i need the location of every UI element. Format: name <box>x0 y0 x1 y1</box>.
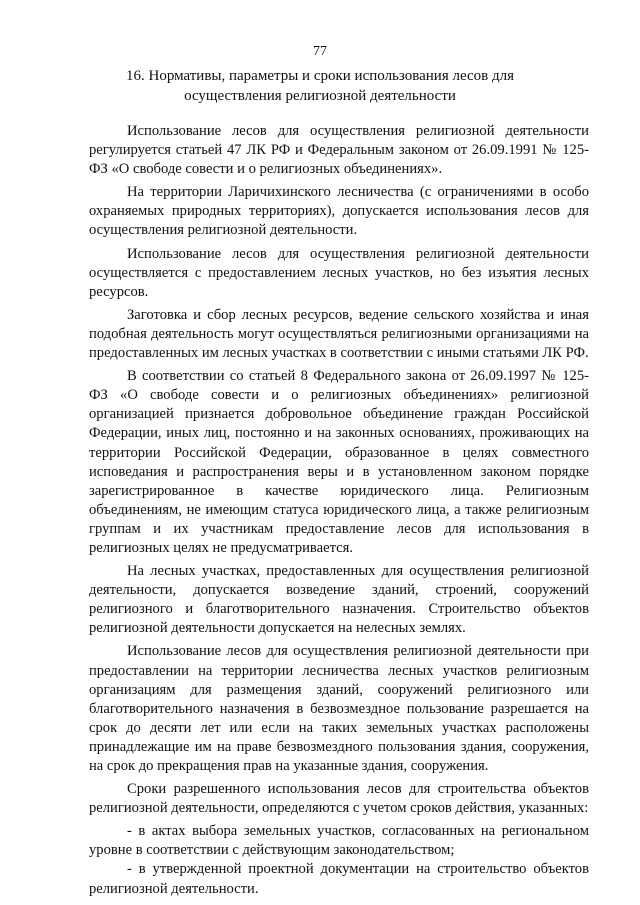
paragraph: Использование лесов для осуществления религиозной деятельности осуществляется с предоставлением лесных участков, но без изъятия лесных ресурсов. <box>89 245 589 300</box>
paragraph: На лесных участках, предоставленных для осуществления религиозной деятельности, допускается возведение зданий, строений, сооружений религиозного и благотворительного назначения. Строительство объектов религиозной деятельности допускается на нелесных землях. <box>89 563 589 637</box>
page-number: 77 <box>313 44 327 59</box>
section-heading: 16. Нормативы, параметры и сроки использования лесов для осуществления религиозной деятельности <box>125 68 514 104</box>
paragraph: Сроки разрешенного использования лесов для строительства объектов религиозной деятельности, определяются с учетом сроков действия, указанных: <box>89 781 589 817</box>
paragraph: Использование лесов для осуществления религиозной деятельности регулируется статьей 47 ЛК РФ и Федеральным законом от 26.09.1991 № 125-ФЗ «О свободе совести и о религиозных объединениях». <box>89 123 589 178</box>
paragraph: Использование лесов для осуществления религиозной деятельности при предоставлении на территории лесничества лесных участков религиозным организациям для размещения зданий, сооружений религиозного или благотворительного назначения в безвозмездное пользование разрешается на срок до десяти лет или если на таких земельных участках расположены принадлежащие им на праве безвозмездного пользования здания, сооружения, на срок до прекращения прав на указанные здания, сооружения. <box>89 643 589 774</box>
paragraph: На территории Ларичихинского лесничества (с ограничениями в особо охраняемых природных территориях), допускается использования лесов для осуществления религиозной деятельности. <box>89 184 589 239</box>
list-item: - в актах выбора земельных участков, согласованных на региональном уровне в соответствии с действующим законодательством; <box>89 823 589 859</box>
document-body <box>89 122 589 899</box>
list-item: - в утвержденной проектной документации на строительство объектов религиозной деятельности. <box>89 861 589 897</box>
paragraph: В соответствии со статьей 8 Федерального закона от 26.09.1997 № 125- ФЗ «О свободе совести и о религиозных объединениях» религиозной организацией признается добровольное объединение граждан Российской Федерации, иных лиц, постоянно и на законных основаниях, проживающих на территории Российской Федерации, образованное в целях совместного исповедания и распространения веры и в установленном законом порядке зарегистрированное в качестве юридического лица. Религиозным объединениям, не имеющим статуса юридического лица, а также религиозным группам и их участникам предоставление лесов для использования в религиозных целях не предусматривается. <box>89 368 589 556</box>
paragraph: Заготовка и сбор лесных ресурсов, ведение сельского хозяйства и иная подобная деятельность могут осуществляться религиозными организациями на предоставленных им лесных участках в соответствии с иными статьями ЛК РФ. <box>89 306 589 362</box>
